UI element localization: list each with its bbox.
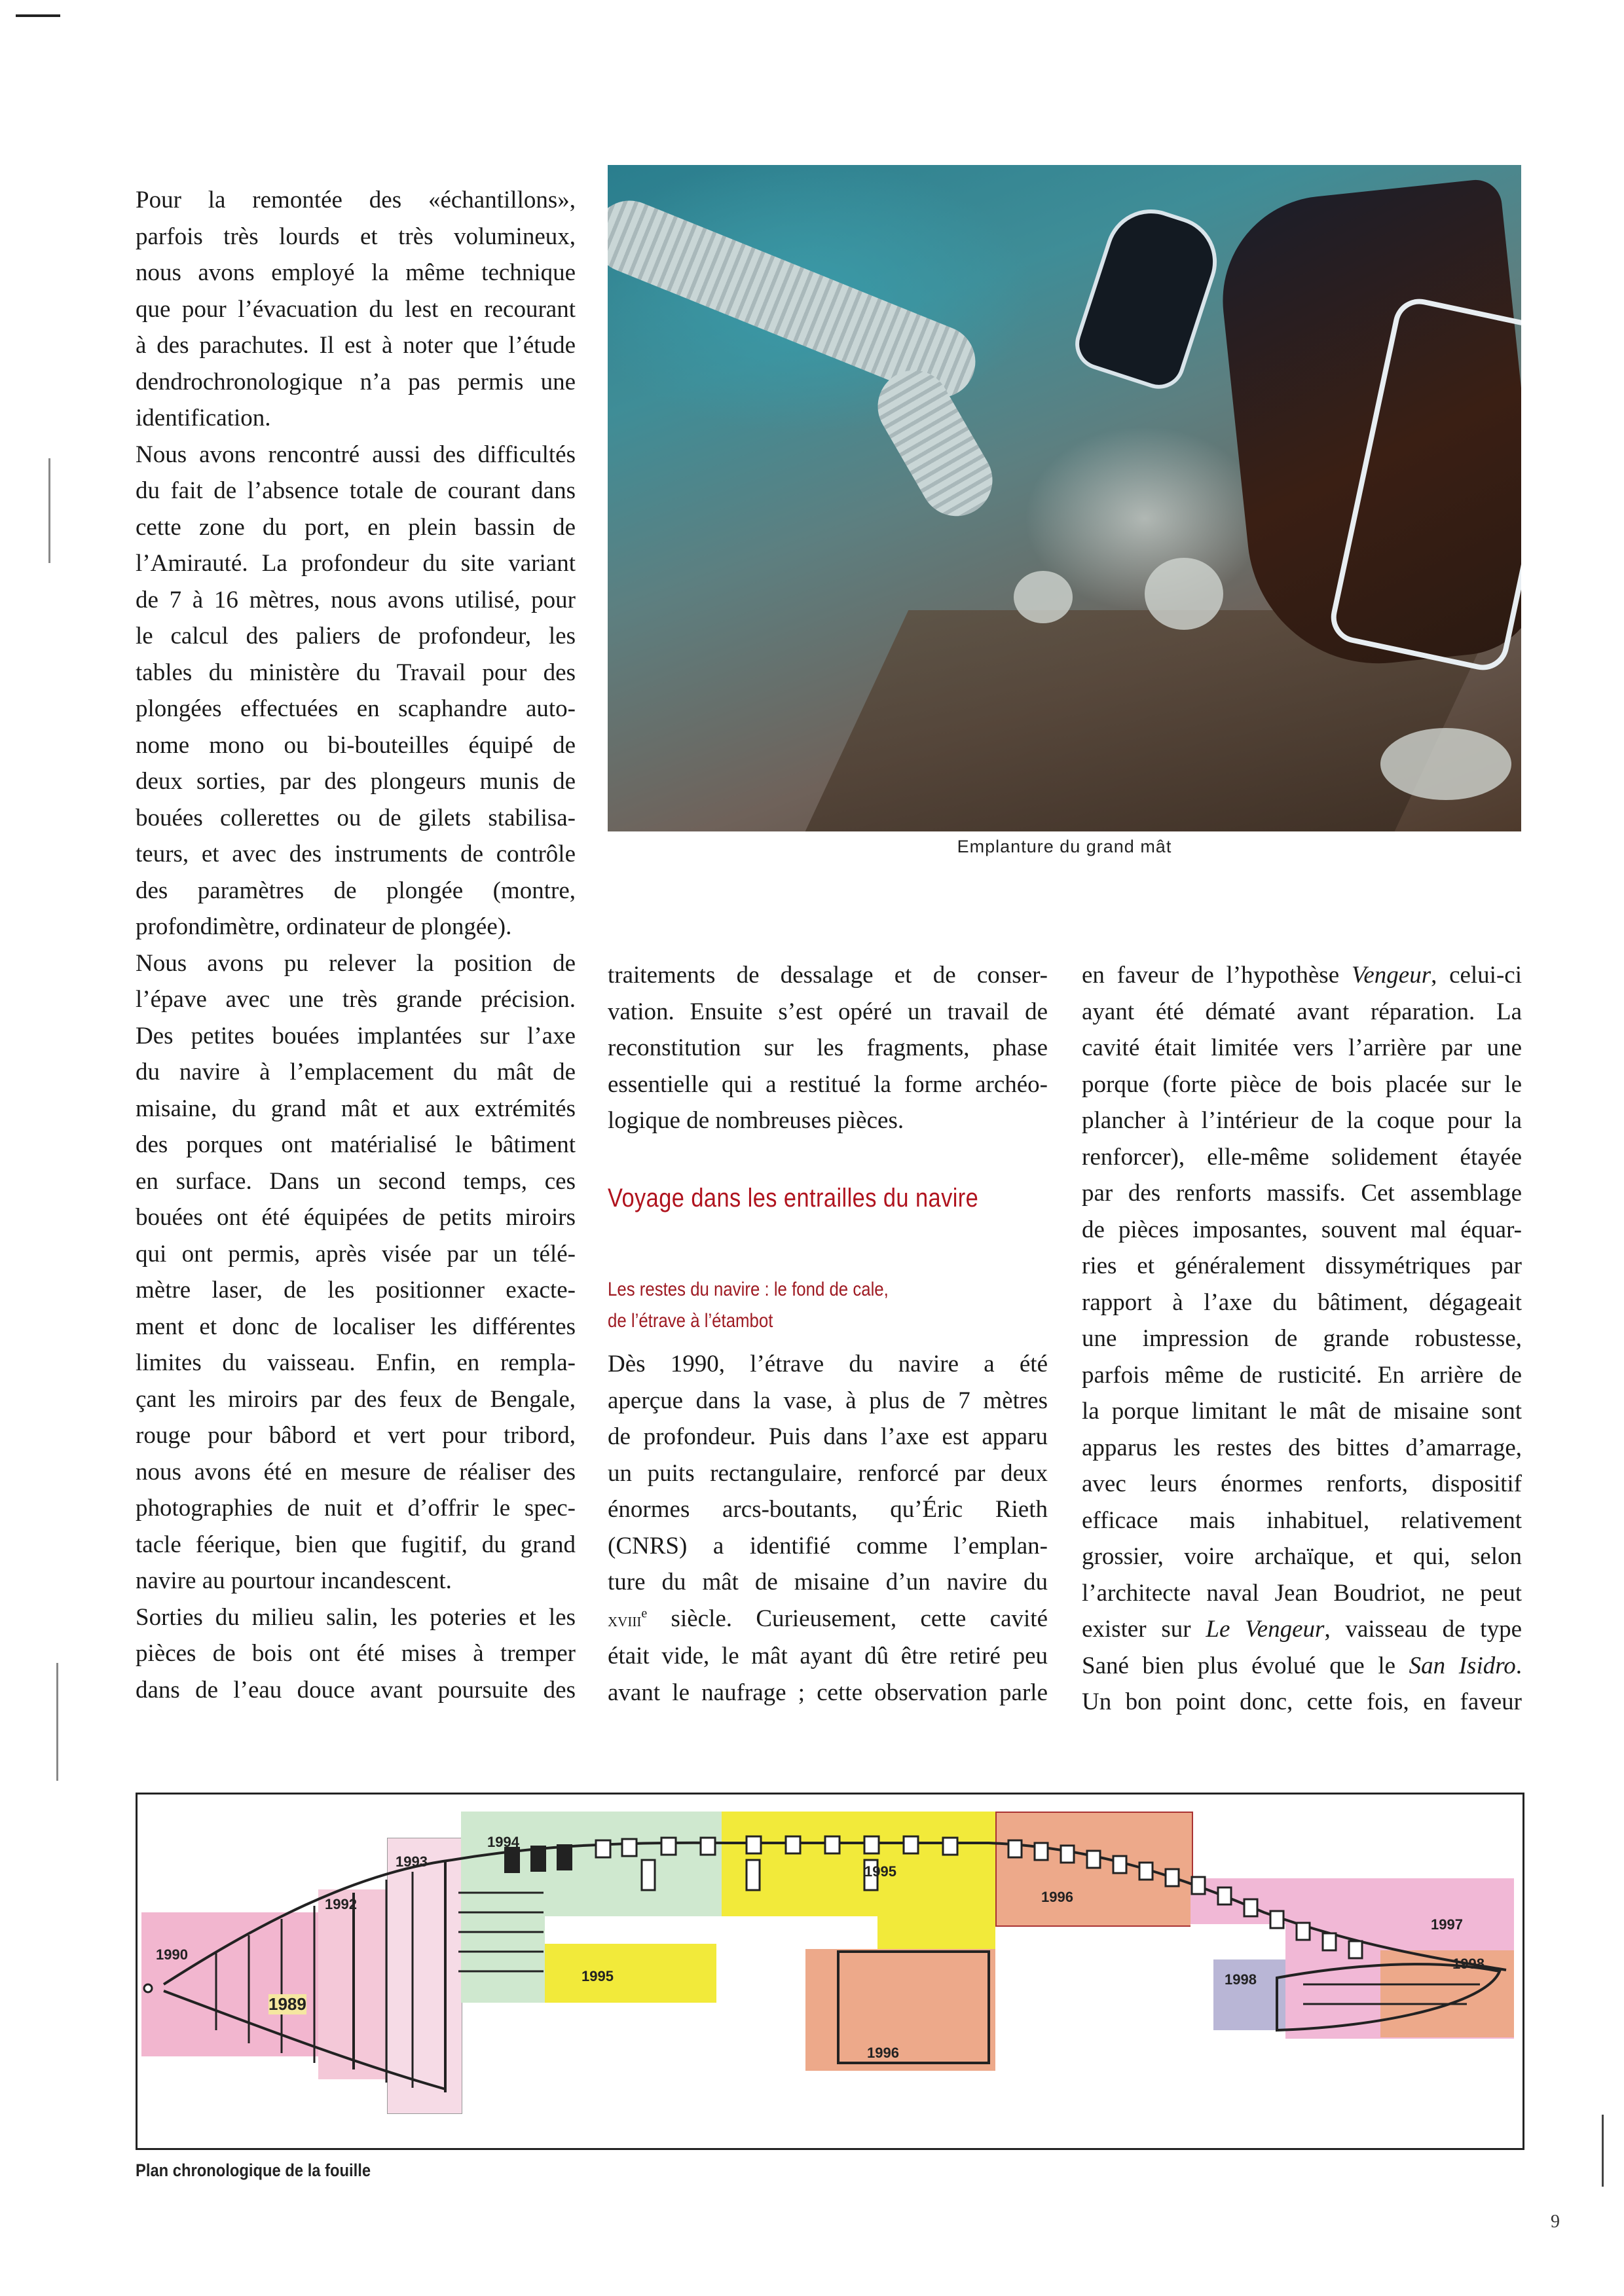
text-line: profondimètre, ordinateur de plongée). [136,913,512,940]
text-line: dans de l’eau douce avant poursuite des [136,1676,576,1704]
text-line: un puits rectangulaire, renforcé par deux [608,1459,1048,1487]
text-line: apparus les restes des bittes d’amarrage, [1082,1434,1522,1461]
text-line: Nous avons rencontré aussi des difficultés [136,441,576,468]
text-line: l’Amirauté. La profondeur du site variant [136,550,576,577]
text-line: ayant été dématé avant réparation. La [1082,998,1522,1025]
text-line: çant les miroirs par des feux de Bengale, [136,1385,576,1413]
middle-column-text [608,957,1048,1139]
text-line: Sané bien plus évolué que le San Isidro. [1082,1652,1522,1679]
text-line: nous avons été en mesure de réaliser des [136,1458,576,1485]
diagram-caption: Plan chronologique de la fouille [136,2160,371,2180]
subsection-heading [608,1274,889,1337]
text-line: nous avons employé la même technique [136,259,576,286]
text-line: logique de nombreuses pièces. [608,1107,904,1134]
text-line: bouées collerettes ou de gilets stabilisa- [136,804,576,831]
text-line: avec leurs énormes renforts, dispositif [1082,1470,1522,1497]
text-line: en faveur de l’hypothèse Vengeur, celui-ci [1082,962,1522,989]
zone-label-1990: 1990 [156,1946,188,1963]
text-line: Sorties du milieu salin, les poteries et les [136,1603,576,1631]
text-line: photographies de nuit et d’offrir le spec- [136,1495,576,1522]
zone-label-1995-lower: 1995 [581,1968,614,1984]
text-line: plongées effectuées en scaphandre auto- [136,695,576,722]
century-superscript: e [641,1606,648,1621]
text-line: misaine, du grand mât et aux extrémités [136,1095,576,1122]
margin-scribble [48,458,50,563]
text-line: mètre laser, de les positionner exacte- [136,1277,576,1303]
text-line: identification. [136,405,271,431]
subsection-heading-line1: Les restes du navire : le fond de cale, [608,1279,889,1300]
text-line: du navire à l’emplacement du mât de [136,1059,576,1085]
text-line: teurs, et avec des instruments de contrôle [136,841,576,867]
text-line: xviii$^e$ siècle. Curieusement, cette cavité [608,1605,1048,1632]
text-line: limites du vaisseau. Enfin, en rempla- [136,1349,576,1376]
text-line: reconstitution sur les fragments, phase [608,1034,1048,1061]
text-line: cavité était limitée vers l’arrière par une [1082,1034,1522,1061]
text-line: renforcer), elle-même solidement étayée [1082,1143,1522,1171]
crop-mark [16,14,60,17]
text-line: efficace mais inhabituel, relativement [1082,1506,1522,1534]
text-line: vation. Ensuite s’est opéré un travail de [608,998,1048,1025]
rock [1380,728,1511,800]
zone-label-1996-lower: 1996 [867,2045,899,2061]
text-line: énormes arcs-boutants, qu’Éric Rieth [608,1496,1048,1523]
subsection-heading-line2: de l’étrave à l’étambot [608,1310,773,1332]
text-line: une impression de grande robustesse, [1082,1325,1522,1352]
text-line: par des renforts massifs. Cet assemblage [1082,1180,1522,1207]
text-line: rapport à l’axe du bâtiment, dégageait [1082,1288,1522,1316]
zone-label-1996-upper: 1996 [1041,1889,1073,1905]
text-line: que pour l’évacuation du lest en recourant [136,295,576,323]
text-line: avant le naufrage ; cette observation parle [608,1679,1048,1706]
text-line: grossier, voire archaïque, et qui, selon [1082,1543,1522,1570]
page-number: 9 [1551,2212,1560,2232]
text-line: navire au pourtour incandescent. [136,1567,452,1594]
ship-name: San Isidro [1409,1652,1516,1679]
text-line: de 7 à 16 mètres, nous avons utilisé, pour [136,586,576,613]
text-line: tables du ministère du Travail pour des [136,659,576,686]
text-line: le calcul des paliers de profondeur, les [136,623,576,649]
zone-label-1993: 1993 [396,1853,428,1870]
text-line: pièces de bois ont été mises à tremper [136,1640,576,1667]
text-line: bouées ont été équipées de petits miroirs [136,1204,576,1231]
text-line: la porque limitant le mât de misaine sont [1082,1398,1522,1425]
text-line: traitements de dessalage et de conser- [608,962,1048,989]
chronological-plan-diagram [136,1793,1524,2150]
text-line: en surface. Dans un second temps, ces [136,1167,576,1195]
middle-column-body [608,1346,1048,1711]
left-column-text [136,182,576,1708]
text-line: de profondeur. Puis dans l’axe est apparu [608,1423,1048,1450]
right-column-text [1082,957,1522,1721]
text-line: nome mono ou bi-bouteilles équipé de [136,731,576,759]
text-line: rouge pour bâbord et vert pour tribord, [136,1422,576,1449]
text-line: des porques ont matérialisé le bâtiment [136,1131,576,1158]
text-line: des paramètres de plongée (montre, [136,877,576,904]
text-line: essentielle qui a restitué la forme archéo- [608,1070,1048,1098]
text-line: ture du mât de misaine d’un navire du [608,1569,1048,1595]
zone-label-1997: 1997 [1431,1916,1463,1933]
text-line: qui ont permis, après visée par un télé- [136,1240,576,1267]
margin-scribble [56,1663,58,1781]
text-line: Un bon point donc, cette fois, en faveur [1082,1688,1522,1715]
page-edge-mark [1602,2115,1604,2187]
century-numeral: xviii [608,1609,642,1631]
text-line: Nous avons pu relever la position de [136,949,576,977]
text-line: à des parachutes. Il est à noter que l’étude [136,332,576,359]
rock [1145,558,1223,630]
text-line: parfois très lourds et très volumineux, [136,223,576,250]
ship-hull-drawing [138,1795,1522,2148]
text-line: Des petites bouées implantées sur l’axe [136,1022,576,1049]
rock [1014,571,1073,623]
photo-caption: Emplanture du grand mât [957,837,1172,856]
zone-label-1995-upper: 1995 [864,1863,896,1880]
zone-label-1998-violet: 1998 [1225,1971,1257,1988]
text-line: du fait de l’absence totale de courant dans [136,477,576,504]
ship-name: Le Vengeur [1206,1616,1325,1643]
zone-label-1994: 1994 [487,1834,519,1850]
text-line: l’épave avec une très grande précision. [136,986,576,1013]
ship-name: Vengeur [1351,962,1431,989]
text-line: porque (forte pièce de bois placée sur le [1082,1070,1522,1098]
hose-shape [864,357,1005,530]
text-line: était vide, le mât ayant dû être retiré peu [608,1643,1048,1669]
section-heading: Voyage dans les entrailles du navire [608,1184,979,1212]
text-line: deux sorties, par des plongeurs munis de [136,768,576,795]
text-line: plancher à l’intérieur de la coque pour la [1082,1107,1522,1134]
text-line: dendrochronologique n’a pas permis une [136,368,576,395]
text-line: l’architecte naval Jean Boudriot, ne peut [1082,1579,1522,1607]
text-line: exister sur Le Vengeur, vaisseau de type [1082,1616,1522,1643]
text-line: cette zone du port, en plein bassin de [136,513,576,541]
text-line: de pièces imposantes, souvent mal équar- [1082,1216,1522,1243]
zone-label-1989: 1989 [268,1994,306,2014]
text-line: aperçue dans la vase, à plus de 7 mètres [608,1387,1048,1414]
diver-photo [608,165,1521,831]
zone-label-1992: 1992 [325,1896,357,1912]
text-line: ment et donc de localiser les différentes [136,1313,576,1340]
text-line: ries et généralement dissymétriques par [1082,1252,1522,1279]
diver-mask [1069,198,1229,395]
text-line: Dès 1990, l’étrave du navire a été [608,1351,1048,1377]
text-line: (CNRS) a identifié comme l’emplan- [608,1532,1048,1559]
zone-label-1998-orange: 1998 [1452,1956,1485,1972]
text-line: tacle féerique, bien que fugitif, du grand [136,1531,576,1558]
text-line: Pour la remontée des «échantillons», [136,187,576,213]
text-line: parfois même de rusticité. En arrière de [1082,1361,1522,1389]
